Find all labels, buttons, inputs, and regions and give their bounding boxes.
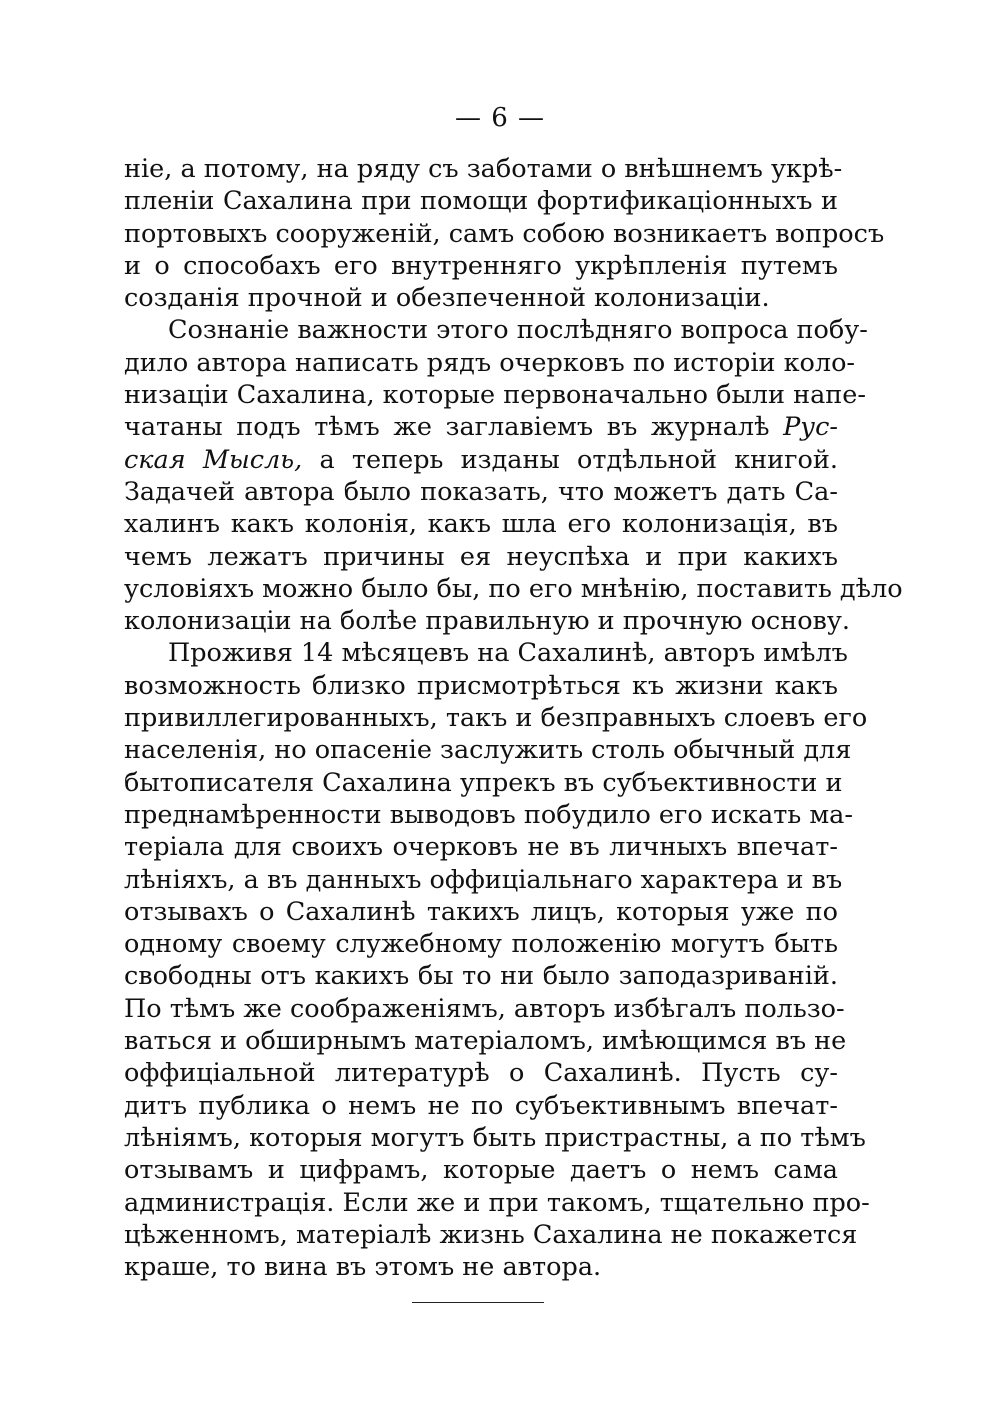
text-line: ніе, а потому, на ряду съ заботами о внѣшнемъ укрѣ-: [124, 154, 843, 184]
text-line: населенія, но опасеніе заслужить столь обычный для: [124, 735, 852, 766]
text-line: лѣніяхъ, а въ данныхъ оффиціальнаго характера и въ: [124, 864, 843, 895]
text-line-with-title: [124, 411, 838, 443]
text-line: привиллегированныхъ, такъ и безправныхъ слоевъ его: [124, 703, 868, 734]
text-line: дитъ публика о немъ не по субъективнымъ впечат-: [124, 1090, 838, 1121]
text-line: и о способахъ его внутренняго укрѣпленія путемъ: [124, 250, 838, 281]
text-line: преднамѣренности выводовъ побудило его искать ма-: [124, 799, 854, 830]
text-line: ваться и обширнымъ матеріаломъ, имѣющимся въ не: [124, 1026, 847, 1057]
text-line: колонизаціи на болѣе правильную и прочную основу.: [124, 606, 851, 637]
text-line: Проживя 14 мѣсяцевъ на Сахалинѣ, авторъ имѣлъ: [168, 638, 848, 669]
text-line: краше, то вина въ этомъ не автора.: [124, 1252, 602, 1283]
text-line: бытописателя Сахалина упрекъ въ субъективности и: [124, 767, 843, 798]
text-segment: чатаны подъ тѣмъ же заглавіемъ въ журналѣ: [124, 412, 770, 443]
text-line: Сознаніе важности этого послѣдняго вопроса побу-: [168, 315, 868, 346]
journal-title: Рус-: [783, 412, 838, 443]
text-line: лѣніямъ, которыя могутъ быть пристрастны, а по тѣмъ: [124, 1122, 866, 1153]
text-line: администрація. Если же и при такомъ, тщательно про-: [124, 1187, 870, 1218]
text-line: отзывахъ о Сахалинѣ такихъ лицъ, которыя уже по: [124, 896, 838, 927]
text-line: свободны отъ какихъ бы то ни было заподазриваній.: [124, 961, 838, 992]
text-line: По тѣмъ же соображеніямъ, авторъ избѣгалъ пользо-: [124, 993, 845, 1024]
text-line: созданія прочной и обезпеченной колонизаціи.: [124, 283, 770, 314]
page-number: — 6 —: [454, 103, 546, 133]
end-divider: [412, 1302, 544, 1303]
text-line: низаціи Сахалина, которые первоначально были напе-: [124, 380, 866, 411]
text-line: Задачей автора было показать, что можетъ дать Са-: [124, 476, 838, 507]
text-line: возможность близко присмотрѣться къ жизни какъ: [124, 670, 838, 701]
text-line: халинъ какъ колонія, какъ шла его колонизація, въ: [124, 509, 838, 540]
text-line: дило автора написать рядъ очерковъ по исторіи коло-: [124, 347, 856, 378]
text-line: отзывамъ и цифрамъ, которые даетъ о немъ сама: [124, 1155, 838, 1186]
text-line: портовыхъ сооруженій, самъ собою возникаетъ вопросъ: [124, 218, 885, 249]
journal-title: ская Мысль,: [124, 444, 303, 475]
text-line-with-title: [124, 444, 838, 476]
text-line: оффиціальной литературѣ о Сахалинѣ. Пусть су-: [124, 1058, 838, 1089]
text-line: пленіи Сахалина при помощи фортификаціонныхъ и: [124, 186, 838, 217]
body-text: [124, 153, 903, 1283]
text-segment: а теперь изданы отдѣльной книгой.: [319, 444, 838, 475]
text-line: одному своему служебному положенію могутъ быть: [124, 929, 838, 960]
text-line: условіяхъ можно было бы, по его мнѣнію, поставить дѣло: [124, 573, 903, 604]
text-line: цѣженномъ, матеріалѣ жизнь Сахалина не покажется: [124, 1219, 858, 1250]
text-line: теріала для своихъ очерковъ не въ личныхъ впечат-: [124, 832, 838, 863]
text-line: чемъ лежатъ причины ея неуспѣха и при какихъ: [124, 541, 838, 572]
